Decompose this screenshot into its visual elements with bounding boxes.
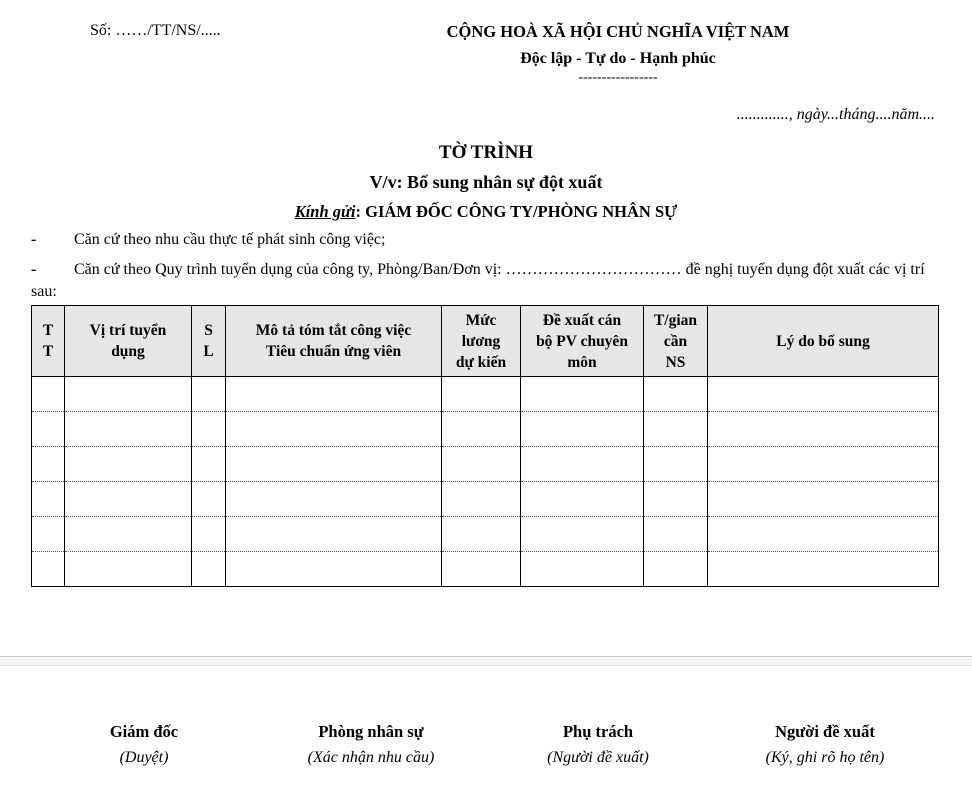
table-cell[interactable] bbox=[65, 517, 192, 552]
table-cell[interactable] bbox=[708, 482, 939, 517]
header-cell-position: Vị trí tuyển dụng bbox=[65, 306, 192, 377]
table-header-row bbox=[32, 306, 939, 377]
table-cell[interactable] bbox=[708, 517, 939, 552]
signature-proposer bbox=[725, 722, 925, 767]
table-cell[interactable] bbox=[226, 447, 442, 482]
table-cell[interactable] bbox=[644, 447, 708, 482]
table-cell[interactable] bbox=[32, 412, 65, 447]
signature-note: (Ký, ghi rõ họ tên) bbox=[765, 749, 885, 766]
header-cell-deadline: T/gian cần NS bbox=[644, 306, 708, 377]
table-cell[interactable] bbox=[708, 552, 939, 587]
header-cell-tt: T T bbox=[32, 306, 65, 377]
table-row bbox=[32, 447, 939, 482]
table-cell[interactable] bbox=[521, 377, 644, 412]
table-body bbox=[32, 377, 939, 587]
bullet-dash: - bbox=[31, 261, 37, 278]
recipient-line bbox=[0, 202, 972, 222]
table-cell[interactable] bbox=[442, 412, 521, 447]
signature-note: (Xác nhận nhu cầu) bbox=[307, 749, 435, 766]
national-motto: Độc lập - Tự do - Hạnh phúc bbox=[520, 50, 716, 67]
table-row bbox=[32, 412, 939, 447]
table-cell[interactable] bbox=[65, 412, 192, 447]
signature-role: Giám đốc bbox=[109, 722, 179, 741]
basis-text: Căn cứ theo nhu cầu thực tế phát sinh công việc; bbox=[74, 231, 386, 248]
table-cell[interactable] bbox=[32, 377, 65, 412]
table-cell[interactable] bbox=[192, 447, 226, 482]
table-row bbox=[32, 377, 939, 412]
table-cell[interactable] bbox=[32, 517, 65, 552]
header-cell-reason: Lý do bổ sung bbox=[708, 306, 939, 377]
table-cell[interactable] bbox=[442, 447, 521, 482]
table-cell[interactable] bbox=[32, 482, 65, 517]
table-cell[interactable] bbox=[65, 482, 192, 517]
table-cell[interactable] bbox=[226, 482, 442, 517]
bullet-dash: - bbox=[31, 231, 37, 248]
table-cell[interactable] bbox=[192, 552, 226, 587]
recipient-colon: : bbox=[355, 202, 362, 221]
signature-note: (Người đề xuất) bbox=[547, 749, 649, 766]
signature-role: Phòng nhân sự bbox=[318, 722, 424, 741]
table-cell[interactable] bbox=[644, 412, 708, 447]
table-cell[interactable] bbox=[644, 517, 708, 552]
table-cell[interactable] bbox=[708, 377, 939, 412]
table-row bbox=[32, 517, 939, 552]
table-cell[interactable] bbox=[226, 517, 442, 552]
page-break-divider bbox=[0, 656, 972, 666]
table-cell[interactable] bbox=[644, 552, 708, 587]
table-row bbox=[32, 482, 939, 517]
signature-supervisor bbox=[498, 722, 698, 767]
table-cell[interactable] bbox=[192, 517, 226, 552]
national-title: CỘNG HOÀ XÃ HỘI CHỦ NGHĨA VIỆT NAM bbox=[446, 22, 790, 41]
table-cell[interactable] bbox=[442, 377, 521, 412]
header-cell-salary: Mức lương dự kiến bbox=[442, 306, 521, 377]
document-title: TỜ TRÌNH bbox=[438, 142, 534, 163]
table-cell[interactable] bbox=[32, 552, 65, 587]
table-cell[interactable] bbox=[521, 552, 644, 587]
header-cell-interviewer: Đề xuất cán bộ PV chuyên môn bbox=[521, 306, 644, 377]
table-cell[interactable] bbox=[192, 412, 226, 447]
table-row bbox=[32, 552, 939, 587]
basis-item bbox=[31, 231, 385, 249]
signature-note: (Duyệt) bbox=[119, 749, 169, 766]
signature-director bbox=[44, 722, 244, 767]
header-cell-quantity: S L bbox=[192, 306, 226, 377]
table-cell[interactable] bbox=[708, 412, 939, 447]
table-cell[interactable] bbox=[442, 482, 521, 517]
signature-hr bbox=[271, 722, 471, 767]
table-cell[interactable] bbox=[644, 482, 708, 517]
table-cell[interactable] bbox=[32, 447, 65, 482]
signature-role: Phụ trách bbox=[562, 722, 634, 741]
header-cell-description: Mô tả tóm tắt công việc Tiêu chuẩn ứng viên bbox=[226, 306, 442, 377]
table-cell[interactable] bbox=[226, 377, 442, 412]
table-cell[interactable] bbox=[442, 552, 521, 587]
table-cell[interactable] bbox=[226, 552, 442, 587]
table-cell[interactable] bbox=[192, 482, 226, 517]
recipient-label: Kính gửi bbox=[294, 202, 356, 221]
signature-role: Người đề xuất bbox=[775, 722, 875, 741]
table-cell[interactable] bbox=[65, 447, 192, 482]
basis-item bbox=[31, 259, 931, 303]
table-cell[interactable] bbox=[521, 412, 644, 447]
table-cell[interactable] bbox=[65, 552, 192, 587]
recruitment-table bbox=[31, 305, 939, 587]
document-number: Số: ……/TT/NS/..... bbox=[90, 22, 221, 39]
basis-text: Căn cứ theo Quy trình tuyển dụng của công ty, Phòng/Ban/Đơn vị: …………………………… đề nghị tuyển dụng đột xuất các vị trí sau: bbox=[31, 261, 925, 300]
table-cell[interactable] bbox=[65, 377, 192, 412]
table-cell[interactable] bbox=[644, 377, 708, 412]
table-cell[interactable] bbox=[192, 377, 226, 412]
document-subject: V/v: Bổ sung nhân sự đột xuất bbox=[369, 172, 603, 192]
table-cell[interactable] bbox=[226, 412, 442, 447]
recipient-value: GIÁM ĐỐC CÔNG TY/PHÒNG NHÂN SỰ bbox=[361, 202, 678, 221]
table-cell[interactable] bbox=[521, 447, 644, 482]
table-cell[interactable] bbox=[521, 517, 644, 552]
table-cell[interactable] bbox=[708, 447, 939, 482]
motto-divider: ----------------- bbox=[578, 70, 658, 85]
date-line: ............., ngày...tháng....năm.... bbox=[736, 106, 935, 123]
table-cell[interactable] bbox=[442, 517, 521, 552]
table-cell[interactable] bbox=[521, 482, 644, 517]
